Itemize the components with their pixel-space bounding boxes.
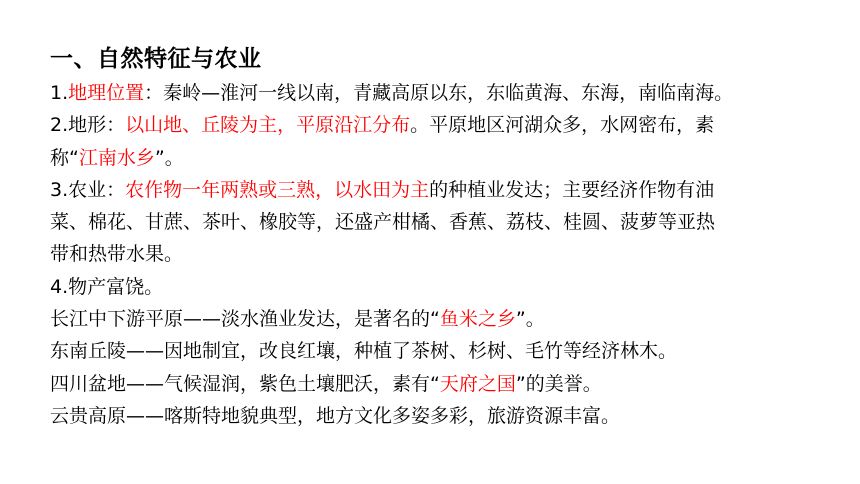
text-line [50,303,850,335]
text-segment: 。平原地区河湖众多，水网密布，素 [410,114,715,137]
highlighted-text: 江南水乡 [78,146,155,169]
text-segment: 4.物产富饶。 [50,275,164,298]
text-segment: 长江中下游平原——淡水渔业发达，是著名的“ [50,308,440,331]
text-line [50,335,850,367]
highlighted-text: 鱼米之乡 [439,308,516,331]
text-segment: 1. [50,82,69,104]
highlighted-text: 以山地、丘陵为主，平原沿江分布 [125,114,411,137]
text-line [50,271,850,303]
text-line [50,400,850,432]
text-line [50,368,850,400]
text-segment: 菜、棉花、甘蔗、茶叶、橡胶等，还盛产柑橘、香蕉、荔枝、桂圆、菠萝等亚热 [50,211,716,234]
highlighted-text: 农作物一年两熟或三熟，以水田为主 [125,178,430,201]
section-heading: 一、自然特征与农业 [50,46,262,72]
text-line [50,174,850,206]
text-segment: ”的美誉。 [515,372,602,395]
highlighted-text: 地理位置 [68,82,145,104]
text-segment: 2.地形： [50,114,126,137]
text-segment: ：秦岭—淮河一线以南，青藏高原以东，东临黄海、东海，南临南海。 [144,82,734,104]
text-segment: 带和热带水果。 [50,243,184,266]
body-text [50,77,850,432]
text-segment: 四川盆地——气候湿润，紫色土壤肥沃，素有“ [50,372,440,395]
text-line [50,77,850,109]
text-segment: 的种植业发达；主要经济作物有油 [429,178,715,201]
text-segment: 3.农业： [50,178,126,201]
text-line [50,109,850,141]
text-segment: 云贵高原——喀斯特地貌典型，地方文化多姿多彩，旅游资源丰富。 [50,404,621,427]
text-segment: 称“ [50,146,79,169]
text-line [50,142,850,174]
text-segment: ”。 [154,146,184,169]
text-line [50,206,850,238]
text-segment: 东南丘陵——因地制宜，改良红壤，种植了茶树、杉树、毛竹等经济林木。 [50,340,678,363]
text-segment: ”。 [515,308,545,331]
text-line [50,238,850,270]
highlighted-text: 天府之国 [439,372,516,395]
